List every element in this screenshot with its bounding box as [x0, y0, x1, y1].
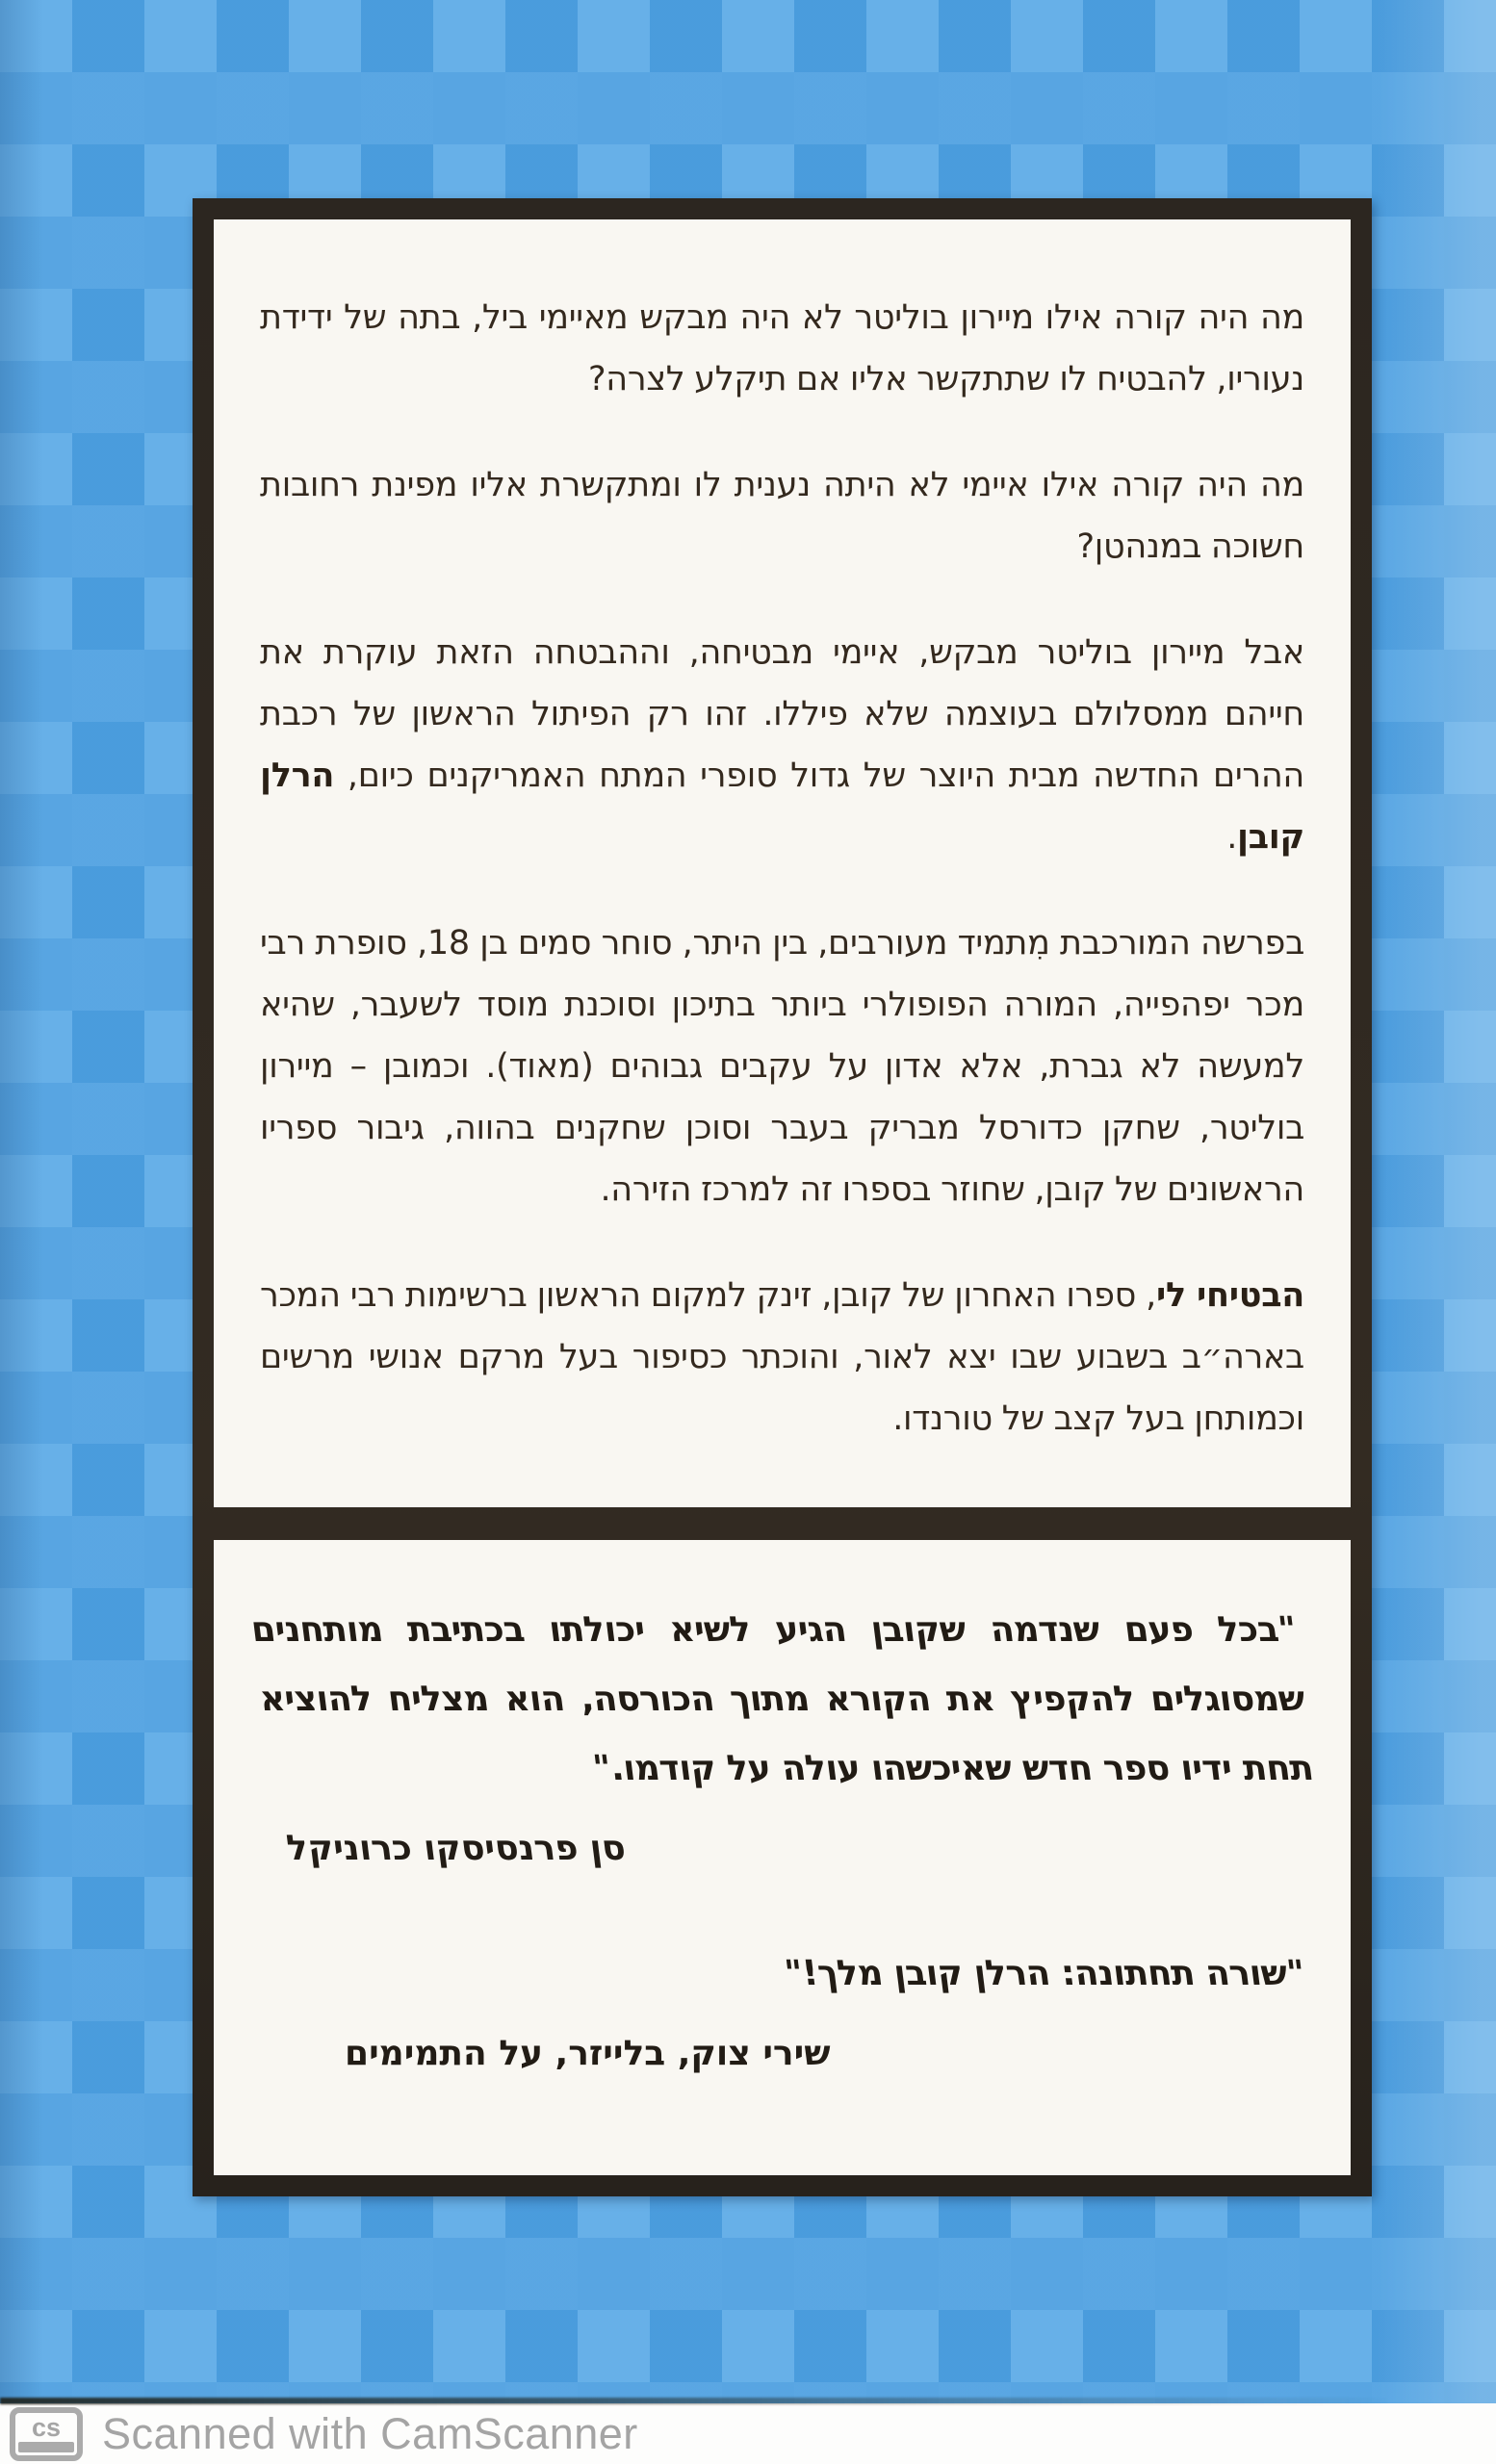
synopsis-paragraph-2: מה היה קורה אילו איימי לא היתה נענית לו ומתקשרת אליו מפינת רחובות חשוכה במנהטן?: [260, 466, 1304, 566]
synopsis-paragraph-5: [260, 1265, 1304, 1450]
synopsis-paragraph-3: [260, 622, 1304, 868]
book-title-emphasis: הבטיחי לי: [1155, 1276, 1304, 1315]
review-quote-1: "בכל פעם שנדמה שקובן הגיע לשיא יכולתו בכתיבת מותחנים שמסוגלים להקפיץ את הקורא מתוך הכורסה, הוא מצליח להוציא תחת ידיו ספר חדש שאיכשהו עולה על קודמו.": [248, 1610, 1316, 1788]
camscanner-icon: [10, 2407, 83, 2461]
review-source-1: סן פרנסיסקו כרוניקל: [284, 1829, 629, 1868]
camscanner-watermark-bar: [0, 2403, 1496, 2464]
cover-frame: [193, 198, 1372, 2196]
paragraph-text: .: [1226, 818, 1238, 857]
review-source-2: שירי צוק, בלייזר, על התמימים: [345, 2034, 831, 2073]
synopsis-paragraph-4: בפרשה המורכבת מִתמיד מעורבים, בין היתר, סוחר סמים בן 18, סופרת רבי מכר יפהפייה, המורה הפופולרי ביותר בתיכון וסוכנת מוסד לשעבר, שהיא למעשה לא גברת, אלא אדון על עקבים גבוהים (מאוד). וכמובן – מיירון בוליטר, שחקן כדורסל מבריק בעבר וסוכן שחקנים בהווה, גיבור ספריו הראשונים של קובן, שחוזר בספרו זה למרכז הזירה.: [260, 924, 1304, 1209]
paragraph-text: , ספרו האחרון של קובן, זינק למקום הראשון ברשימות רבי המכר בארה״ב בשבוע שבו יצא לאור, והוכתר כסיפור בעל מרקם אנושי מרשים וכמותחן בעל קצב של טורנדו.: [260, 1276, 1304, 1438]
author-name-emphasis: הרלן קובן: [260, 757, 1304, 857]
review-quote-2: "שורה תחתונה: הרלן קובן מלך!": [782, 1954, 1307, 1993]
synopsis-paragraph-1: מה היה קורה אילו מיירון בוליטר לא היה מבקש מאיימי ביל, בתה של ידידת נעוריו, להבטיח לו שתתקשר אליו אם תיקלע לצרה?: [260, 298, 1304, 398]
paragraph-text: אבל מיירון בוליטר מבקש, איימי מבטיחה, וההבטחה הזאת עוקרת את חייהם ממסלולם בעוצמה שלא פיללו. זהו רק הפיתול הראשון של רכבת ההרים החדשה מבית היוצר של גדול סופרי המתח האמריקנים כיום,: [260, 633, 1304, 795]
camscanner-icon-letters: cs: [31, 2412, 62, 2442]
camscanner-watermark-text: Scanned with CamScanner: [102, 2408, 638, 2458]
synopsis-panel: [214, 219, 1351, 1507]
reviews-panel: [214, 1540, 1351, 2175]
scan-edge-shadow: [0, 2398, 1391, 2404]
